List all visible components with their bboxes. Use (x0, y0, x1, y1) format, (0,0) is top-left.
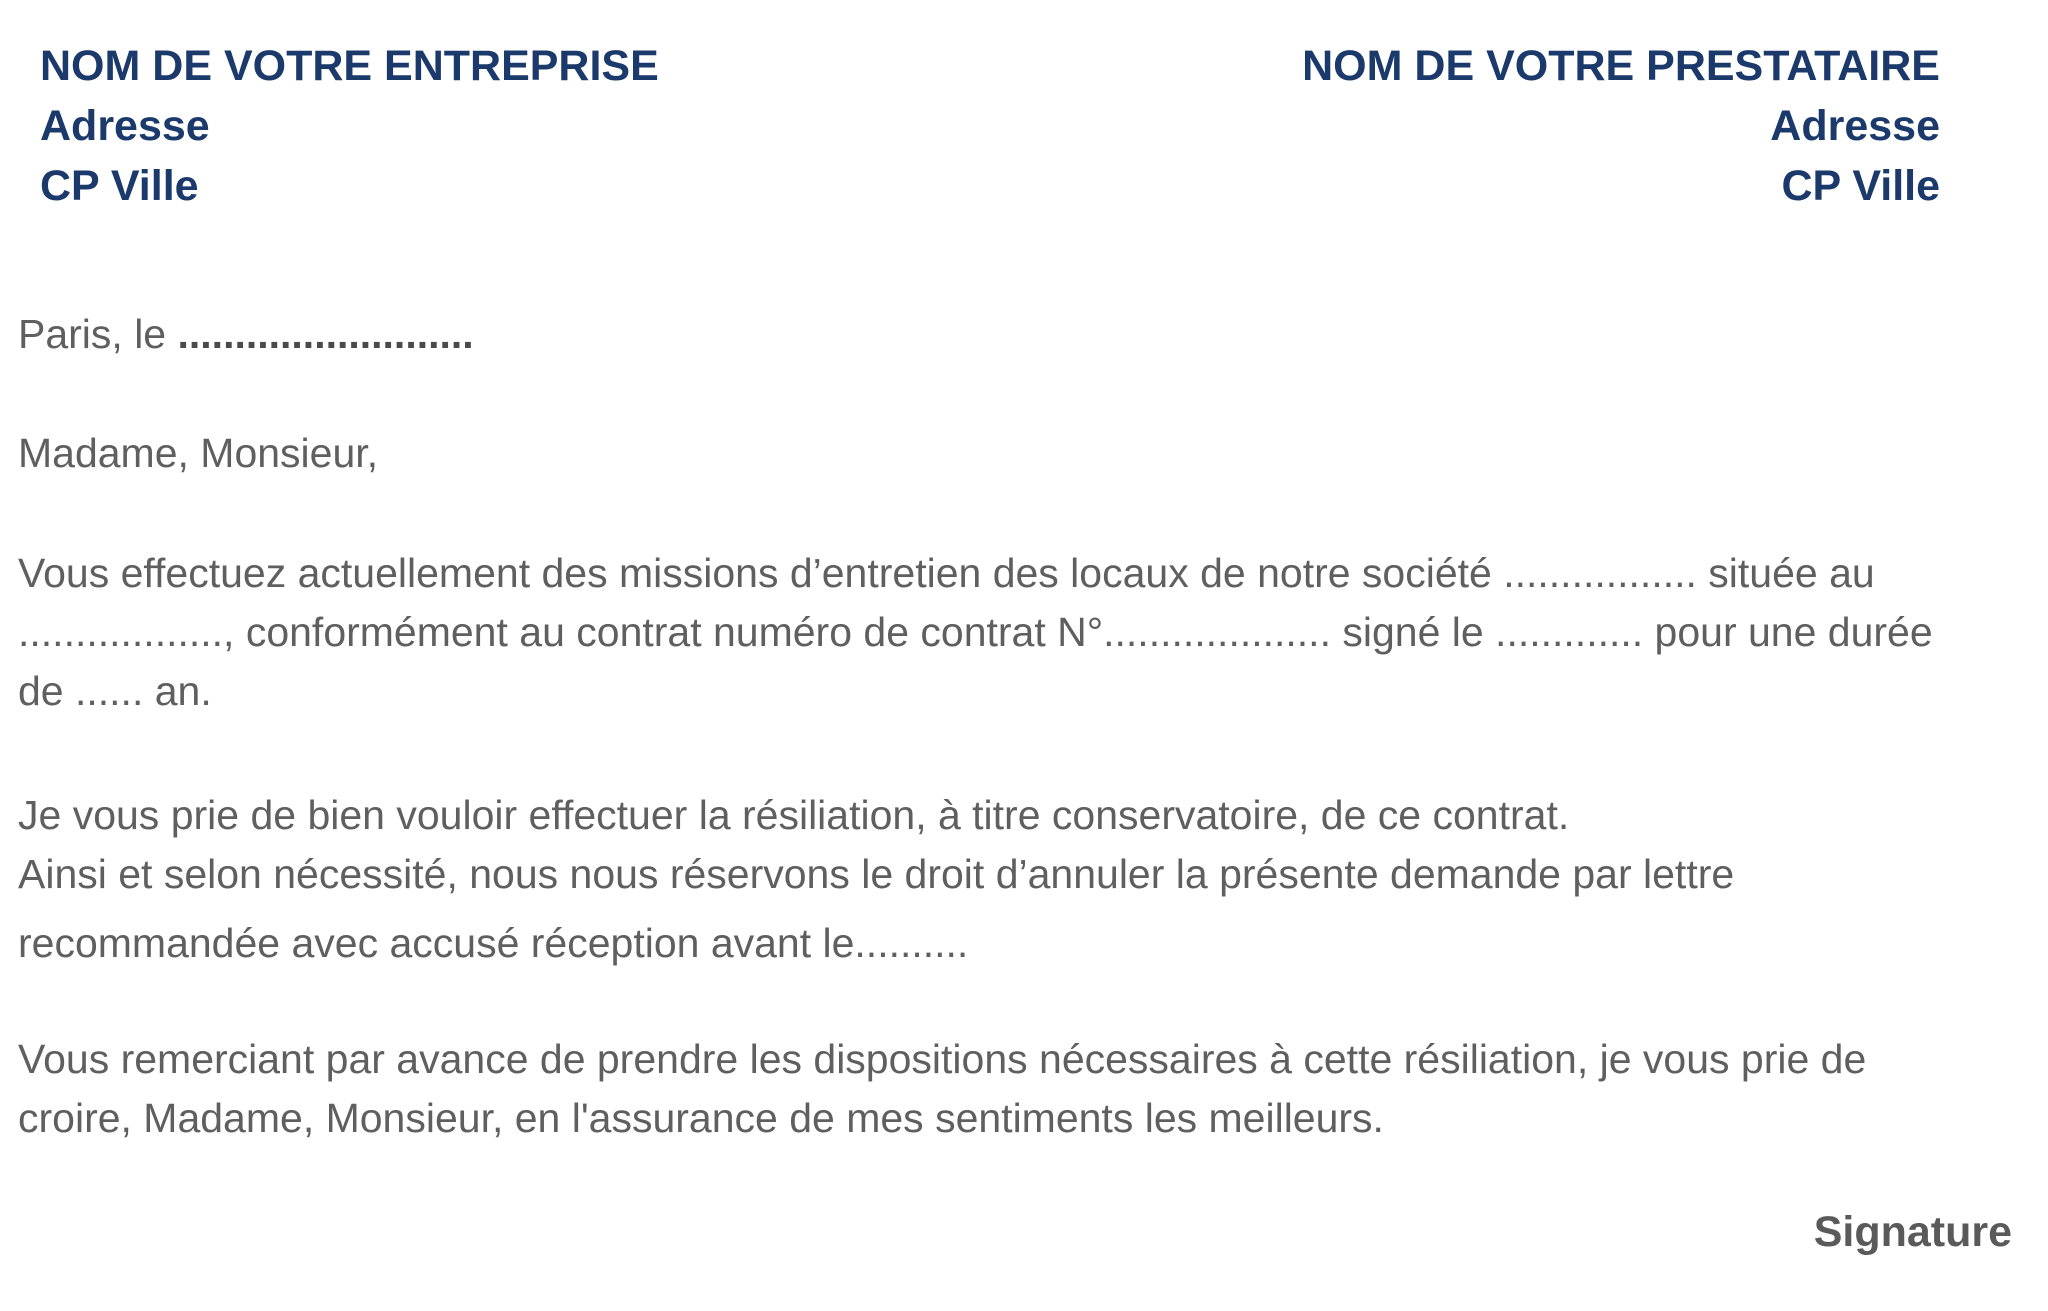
paragraph-closing (18, 1030, 2008, 1148)
paragraph-termination-request (18, 786, 2008, 973)
paragraph-line: .................., conformément au contrat numéro de contrat N°.................... signé le ............. pour une durée (18, 609, 1933, 655)
paragraph-line: recommandée avec accusé réception avant le.......... (18, 920, 969, 966)
paragraph-line: croire, Madame, Monsieur, en l'assurance de mes sentiments les meilleurs. (18, 1095, 1384, 1141)
sender-company-name: NOM DE VOTRE ENTREPRISE (40, 42, 659, 90)
salutation: Madame, Monsieur, (18, 430, 379, 476)
recipient-city: CP Ville (1781, 162, 1940, 210)
recipient-block (1302, 36, 1940, 216)
letter-header (40, 36, 1988, 226)
sender-block (40, 36, 659, 216)
paragraph-line: Vous remerciant par avance de prendre les dispositions nécessaires à cette résiliation, je vous prie de (18, 1036, 1867, 1082)
recipient-address: Adresse (1770, 102, 1940, 150)
date-placeholder: .......................... (177, 311, 474, 357)
date-line (18, 305, 2008, 364)
sender-address: Adresse (40, 102, 210, 150)
paragraph-contract-details (18, 544, 2008, 721)
sender-city: CP Ville (40, 162, 199, 210)
paragraph-line: de ...... an. (18, 668, 212, 714)
paragraph-line: Je vous prie de bien vouloir effectuer la résiliation, à titre conservatoire, de ce contrat. (18, 792, 1570, 838)
recipient-company-name: NOM DE VOTRE PRESTATAIRE (1302, 42, 1940, 90)
date-prefix: Paris, le (18, 311, 178, 357)
paragraph-line: Ainsi et selon nécessité, nous nous réservons le droit d’annuler la présente demande par lettre (18, 851, 1735, 897)
signature-label: Signature (1813, 1208, 2012, 1256)
paragraph-line: Vous effectuez actuellement des missions d’entretien des locaux de notre société ................. située au (18, 550, 1875, 596)
